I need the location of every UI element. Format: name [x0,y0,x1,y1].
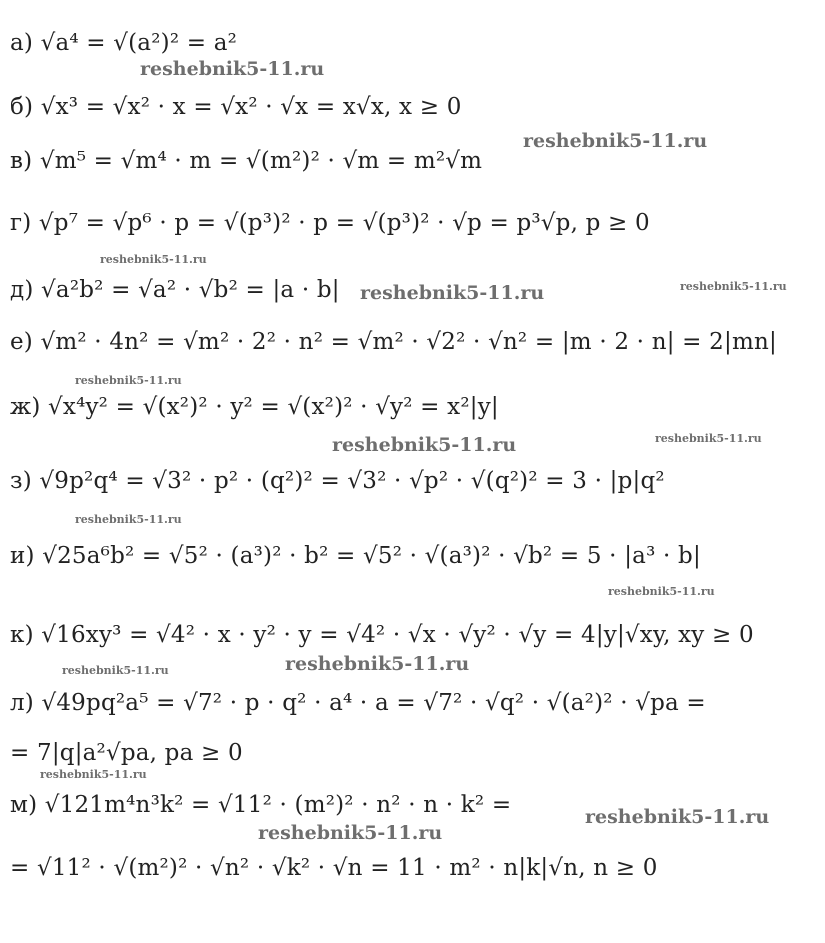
solution-line-b: б) √x³ = √x² · x = √x² · √x = x√x, x ≥ 0 [10,94,462,120]
watermark: reshebnik5-11.ru [332,434,517,456]
watermark: reshebnik5-11.ru [680,280,787,293]
solution-line-g: г) √p⁷ = √p⁶ · p = √(p³)² · p = √(p³)² · √p = p³√p, p ≥ 0 [10,210,650,236]
solution-line-v: в) √m⁵ = √m⁴ · m = √(m²)² · √m = m²√m [10,148,483,174]
solution-line-zh: ж) √x⁴y² = √(x²)² · y² = √(x²)² · √y² = x²|y| [10,394,499,420]
solution-line-a: а) √a⁴ = √(a²)² = a² [10,30,238,56]
watermark: reshebnik5-11.ru [258,822,443,844]
watermark: reshebnik5-11.ru [285,653,470,675]
solution-line-l1: л) √49pq²a⁵ = √7² · p · q² · a⁴ · a = √7² · √q² · √(a²)² · √pa = [10,690,706,716]
solution-line-i: и) √25a⁶b² = √5² · (a³)² · b² = √5² · √(a³)² · √b² = 5 · |a³ · b| [10,543,701,569]
solution-line-k: к) √16xy³ = √4² · x · y² · y = √4² · √x · √y² · √y = 4|y|√xy, xy ≥ 0 [10,622,754,648]
watermark: reshebnik5-11.ru [100,253,207,266]
solution-line-e: е) √m² · 4n² = √m² · 2² · n² = √m² · √2² · √n² = |m · 2 · n| = 2|mn| [10,329,777,355]
watermark: reshebnik5-11.ru [360,282,545,304]
watermark: reshebnik5-11.ru [40,768,147,781]
solution-line-z: з) √9p²q⁴ = √3² · p² · (q²)² = √3² · √p² · √(q²)² = 3 · |p|q² [10,468,665,494]
solution-line-d: д) √a²b² = √a² · √b² = |a · b| [10,277,340,303]
watermark: reshebnik5-11.ru [585,806,770,828]
watermark: reshebnik5-11.ru [75,513,182,526]
watermark: reshebnik5-11.ru [608,585,715,598]
watermark: reshebnik5-11.ru [523,130,708,152]
watermark: reshebnik5-11.ru [75,374,182,387]
watermark: reshebnik5-11.ru [140,58,325,80]
watermark: reshebnik5-11.ru [62,664,169,677]
solution-line-l2: = 7|q|a²√pa, pa ≥ 0 [10,740,243,766]
solution-line-m1: м) √121m⁴n³k² = √11² · (m²)² · n² · n · k² = [10,792,512,818]
watermark: reshebnik5-11.ru [655,432,762,445]
solution-line-m2: = √11² · √(m²)² · √n² · √k² · √n = 11 · m² · n|k|√n, n ≥ 0 [10,855,658,881]
